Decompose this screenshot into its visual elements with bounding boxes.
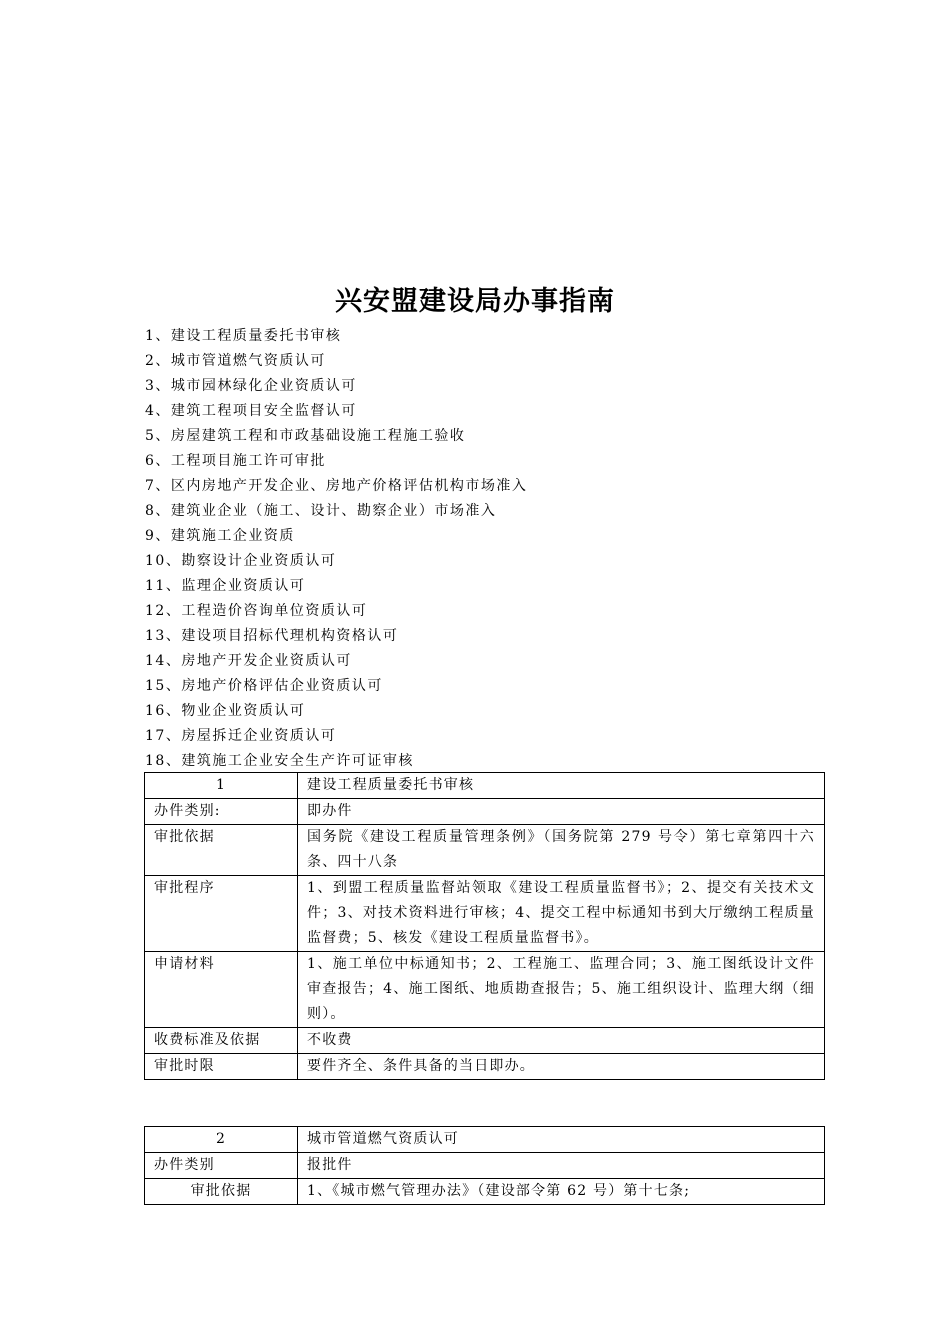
list-item: 4、建筑工程项目安全监督认可 (145, 403, 357, 419)
row-label: 收费标准及依据 (145, 1028, 298, 1054)
row-label: 审批依据 (145, 825, 298, 876)
guide-table-1 (144, 772, 825, 1080)
list-item: 16、物业企业资质认可 (145, 703, 306, 719)
item-number-cell: 1 (145, 773, 298, 799)
list-item: 10、勘察设计企业资质认可 (145, 553, 337, 569)
list-item: 8、建筑业企业（施工、设计、勘察企业）市场准入 (145, 503, 497, 519)
table-row (145, 1054, 825, 1080)
item-name-cell: 建设工程质量委托书审核 (298, 773, 825, 799)
page-title: 兴安盟建设局办事指南 (335, 286, 615, 317)
list-item: 11、监理企业资质认可 (145, 578, 306, 594)
table-row (145, 1179, 825, 1205)
row-label: 审批时限 (145, 1054, 298, 1080)
table-row (145, 773, 825, 799)
table-row (145, 1153, 825, 1179)
row-value: 报批件 (298, 1153, 825, 1179)
table-row (145, 876, 825, 952)
item-name-cell: 城市管道燃气资质认可 (298, 1127, 825, 1153)
list-item: 18、建筑施工企业安全生产许可证审核 (145, 753, 414, 769)
list-item: 5、房屋建筑工程和市政基础设施工程施工验收 (145, 428, 466, 444)
row-label: 办件类别 (145, 1153, 298, 1179)
list-item: 1、建设工程质量委托书审核 (145, 328, 342, 344)
row-value: 1、《城市燃气管理办法》（建设部令第 62 号）第十七条; (298, 1179, 825, 1205)
table-row (145, 825, 825, 876)
row-label: 办件类别: (145, 799, 298, 825)
list-item: 13、建设项目招标代理机构资格认可 (145, 628, 399, 644)
row-label: 申请材料 (145, 952, 298, 1028)
list-item: 12、工程造价咨询单位资质认可 (145, 603, 368, 619)
guide-table-2 (144, 1126, 825, 1205)
list-item: 3、城市园林绿化企业资质认可 (145, 378, 357, 394)
table-row (145, 799, 825, 825)
list-item: 14、房地产开发企业资质认可 (145, 653, 352, 669)
item-number-cell: 2 (145, 1127, 298, 1153)
list-item: 6、工程项目施工许可审批 (145, 453, 326, 469)
service-item-list (145, 324, 527, 774)
list-item: 17、房屋拆迁企业资质认可 (145, 728, 337, 744)
table-row (145, 1127, 825, 1153)
list-item: 2、城市管道燃气资质认可 (145, 353, 326, 369)
row-value: 不收费 (298, 1028, 825, 1054)
table-row (145, 1028, 825, 1054)
row-value: 1、到盟工程质量监督站领取《建设工程质量监督书》；2、提交有关技术文件；3、对技术资料进行审核；4、提交工程中标通知书到大厅缴纳工程质量监督费；5、核发《建设工程质量监督书》。 (298, 876, 825, 952)
row-value: 要件齐全、条件具备的当日即办。 (298, 1054, 825, 1080)
list-item: 9、建筑施工企业资质 (145, 528, 295, 544)
row-label: 审批依据 (145, 1179, 298, 1205)
table-row (145, 952, 825, 1028)
row-value: 即办件 (298, 799, 825, 825)
row-value: 1、施工单位中标通知书；2、工程施工、监理合同；3、施工图纸设计文件审查报告；4、施工图纸、地质勘查报告；5、施工组织设计、监理大纲（细则）。 (298, 952, 825, 1028)
row-value: 国务院《建设工程质量管理条例》（国务院第 279 号令）第七章第四十六条、四十八条 (298, 825, 825, 876)
row-label: 审批程序 (145, 876, 298, 952)
list-item: 15、房地产价格评估企业资质认可 (145, 678, 383, 694)
list-item: 7、区内房地产开发企业、房地产价格评估机构市场准入 (145, 478, 528, 494)
